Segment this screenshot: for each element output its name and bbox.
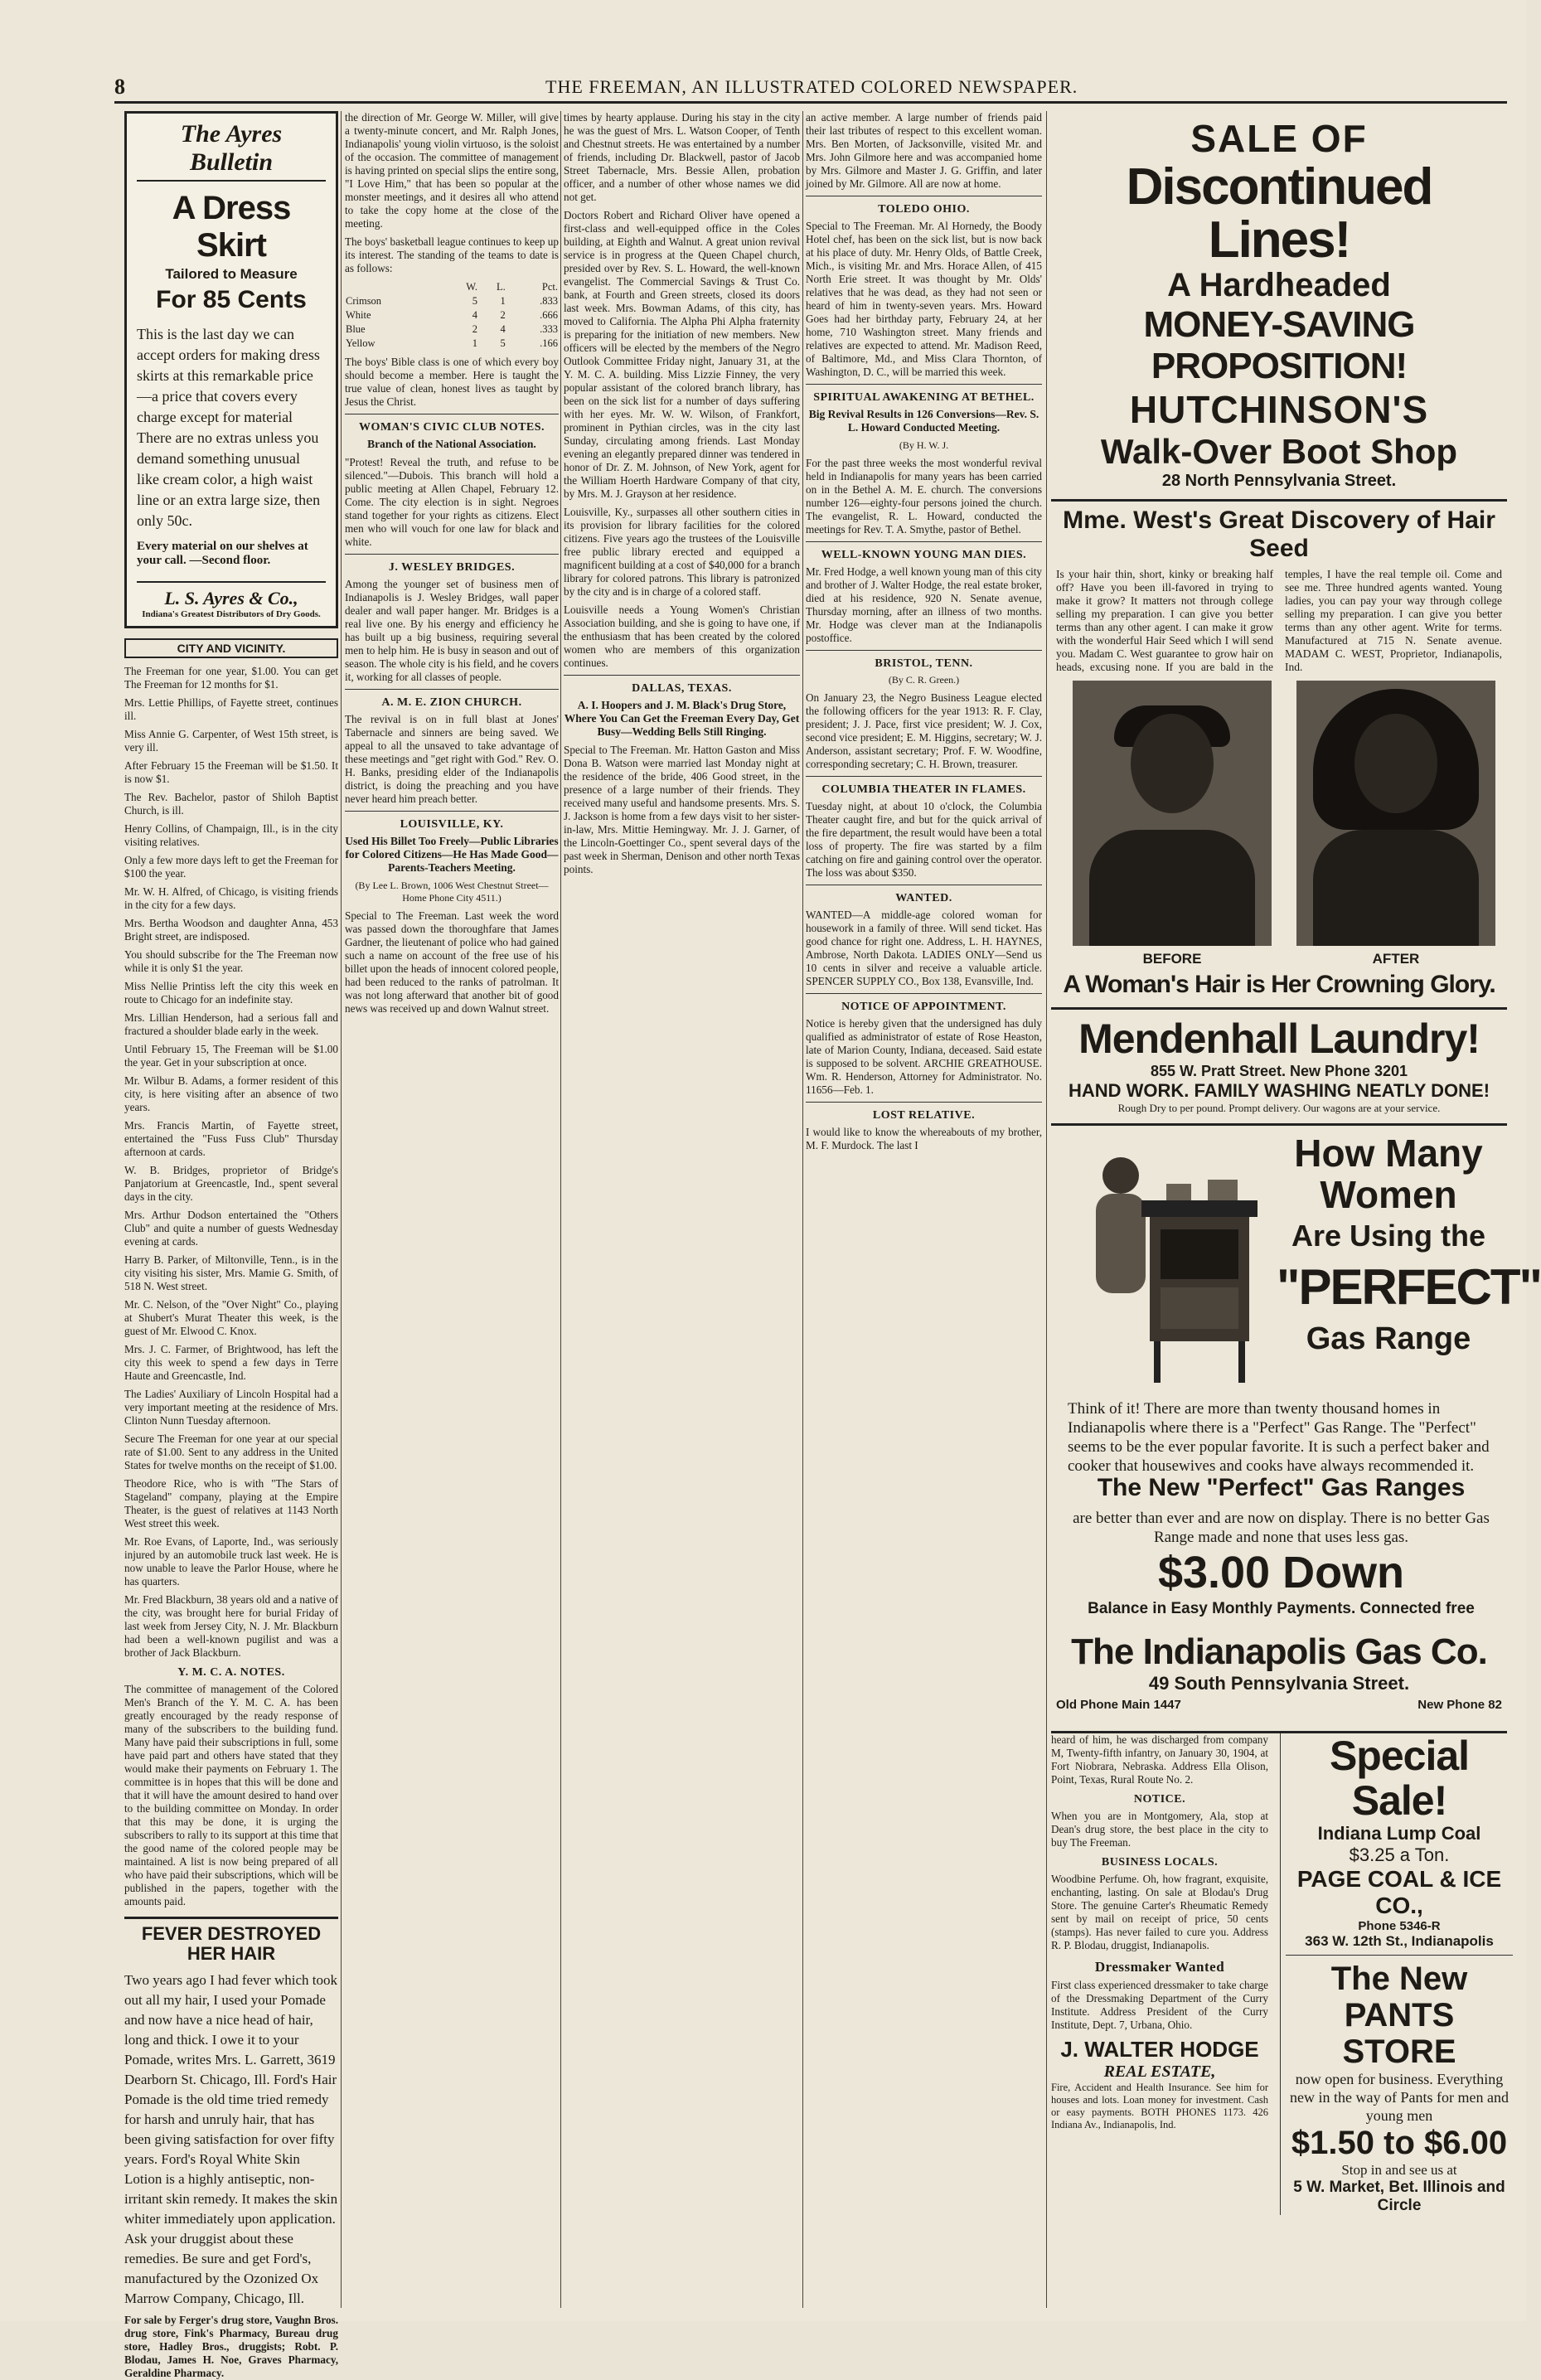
business-locals-body: Woodbine Perfume. Oh, how fragrant, exquisite, enchanting, lasting. On sale at Blodau's Drug Store. The genuine Carter's Rheumatic Remedy sent by mail on receipt of price, 50 cents (stamps). Has never failed to cure you. Address R. P. Blodau, druggist, Indianapolis.: [1051, 1873, 1268, 1951]
city-item: Only a few more days left to get the Freeman for $100 the year.: [124, 854, 338, 880]
louisville-byline: (By Lee L. Brown, 1006 West Chestnut Street—Home Phone City 4511.): [355, 880, 549, 904]
city-item: Miss Annie G. Carpenter, of West 15th street, is very ill.: [124, 728, 338, 754]
young-man-heading: WELL-KNOWN YOUNG MAN DIES.: [821, 549, 1027, 561]
standings-name: Yellow: [346, 337, 376, 349]
civic-club-heading: WOMAN'S CIVIC CLUB NOTES.: [358, 421, 545, 434]
bethel-heading: SPIRITUAL AWAKENING AT BETHEL.: [813, 391, 1035, 404]
column-1: [124, 111, 338, 2379]
divider: [806, 993, 1042, 994]
fever-dealers: For sale by Ferger's drug store, Vaughn Bros. drug store, Fink's Pharmacy, Bureau drug store, Hadley Bros., druggists; Robt. P. Blodau, James H. Noe, Graves Pharmacy, Geraldine Pharmacy.: [124, 2314, 338, 2379]
sale-line-2: Discontinued Lines!: [1126, 158, 1432, 269]
hodge-real-estate: REAL ESTATE,: [1103, 2063, 1216, 2081]
ayres-tagline: Indiana's Greatest Distributors of Dry Goods.: [142, 609, 321, 619]
city-item: Theodore Rice, who is with "The Stars of Stageland" company, playing at the Empire Theater, is the guest of relatives at 1143 North West street this week.: [124, 1477, 338, 1529]
ayres-ad: [124, 111, 338, 628]
special-phone: Phone 5346-R: [1358, 1919, 1441, 1933]
after-photo: [1296, 681, 1495, 946]
ayres-bulletin-title: The Ayres Bulletin: [137, 120, 326, 182]
laundry-address: 855 W. Pratt Street. New Phone 3201: [1150, 1063, 1408, 1079]
gas-company: The Indianapolis Gas Co.: [1071, 1631, 1487, 1672]
standings-pct: .166: [540, 337, 558, 349]
header-won: W.: [466, 281, 478, 293]
standings-name: White: [346, 309, 371, 321]
standings-w: 4: [472, 309, 478, 321]
coal-and-pants-ads: [1280, 1733, 1513, 2215]
bridges-body: Among the younger set of business men of Indianapolis is J. Wesley Bridges, wall paper dealer and wall paper hanger. Mr. Bridges is a real live one. By his energy and efficiency he has built up a big business, requiring several men to help him. He is busy in season and out of season. The whole city is his field, and he covers it, working for all classes of people.: [345, 578, 559, 683]
before-label: BEFORE: [1142, 951, 1202, 967]
pants-store-stop: Stop in and see us at: [1341, 2162, 1457, 2178]
col3-intro: times by hearty applause. During his stay in the city he was the guest of Mrs. L. Watson Cooper, of Tenth and Chestnut streets. He was entertained by a number of friends, including Dr. Blackwell, pastor of Jacob Street Tabernacle, Mrs. Bessie Allen, probation officer, and a number of other whose names we did not get.: [564, 111, 800, 203]
bethel-byline: (By H. W. J.: [899, 439, 949, 451]
standings-pct: .333: [540, 323, 558, 335]
library-text: Louisville, Ky., surpasses all other southern cities in its provision for library facilities for the colored citizens. Five years ago the trustees of the Louisville free public library erected and equipped a magnificent building at a cost of $40,000 for a branch library for colored patrons. This library is patronized by the city and is in charge of a colored staff.: [564, 506, 800, 598]
city-item: Mrs. Arthur Dodson entertained the "Others Club" and quite a number of guests Wednesday evening at cards.: [124, 1209, 338, 1248]
city-item: Mrs. Lettie Phillips, of Fayette street, continues ill.: [124, 696, 338, 722]
divider: [806, 650, 1042, 651]
city-item: W. B. Bridges, proprietor of Bridge's Panjatorium at Greencastle, Ind., spent several days in the city.: [124, 1164, 338, 1203]
city-item: Henry Collins, of Champaign, Ill., is in the city visiting relatives.: [124, 822, 338, 848]
sale-line-6: Walk-Over Boot Shop: [1100, 432, 1458, 471]
hair-seed-title: Mme. West's Great Discovery of Hair Seed: [1063, 507, 1495, 562]
toledo-body: Special to The Freeman. Mr. Al Hornedy, the Boody Hotel chef, has been on the sick list, but is now back at his place of duty. Mr. Henry Olds, of Battle Creek, Mich., is visiting Mr. and Mrs. Horace Allen, of 415 North Erie street. It was thought by Mr. Olds' relatives that he was dead, as they had not seen or heard of him in twenty-seven years. Mrs. Howard Goes had her birthday party, February 24, at her home, 710 Washington street. Many friends and relatives are expected to attend. Mr. Madison Reed, of Baltimore, Md., and Miss Clara Thornton, of Washington, D. C., will be married this week.: [806, 220, 1042, 378]
appointment-heading: NOTICE OF APPOINTMENT.: [841, 1001, 1006, 1013]
bridges-heading: J. WESLEY BRIDGES.: [388, 561, 516, 574]
ayres-note: Every material on our shelves at your call. —Second floor.: [137, 540, 308, 567]
standings-row: [345, 308, 559, 322]
dallas-heading: DALLAS, TEXAS.: [632, 682, 732, 695]
bethel-subhead: Big Revival Results in 126 Conversions—Rev. S. L. Howard Conducted Meeting.: [808, 408, 1039, 434]
standings-row: [345, 322, 559, 337]
city-item: Mrs. J. C. Farmer, of Brightwood, has left the city this week to spend a few days in Terre Haute and Greencastle, Ind.: [124, 1343, 338, 1382]
bottom-left-notices: [1051, 1733, 1268, 2136]
city-item: You should subscribe for the The Freeman now while it is only $1 the year.: [124, 948, 338, 974]
city-item: Mr. C. Nelson, of the "Over Night" Co., playing at Shubert's Murat Theater this week, is the guest of Mr. Elwood C. Knox.: [124, 1298, 338, 1337]
wanted-heading: WANTED.: [895, 892, 952, 904]
bethel-body: For the past three weeks the most wonderful revival held in Indianapolis for many years has been carried on in the Bethel A. M. E. church. The conversions number 126—eighty-four persons joined the church. The evangelist, R. L. Howard, conducted the meetings for Rev. T. A. Smythe, pastor of Bethel.: [806, 457, 1042, 536]
business-locals-heading: BUSINESS LOCALS.: [1101, 1856, 1219, 1869]
theater-heading: COLUMBIA THEATER IN FLAMES.: [821, 783, 1026, 796]
standings-w: 2: [472, 323, 478, 335]
standings-l: 2: [500, 309, 506, 321]
hair-seed-ad: [1051, 502, 1507, 1010]
gas-balance: Balance in Easy Monthly Payments. Connected free: [1088, 1600, 1475, 1617]
basketball-text: The boys' basketball league continues to keep up its interest. The standing of the teams to date is as follows:: [345, 235, 559, 274]
notice-heading: NOTICE.: [1133, 1793, 1186, 1806]
gas-more-text: are better than ever and are now on display. There is no better Gas Range made and none that uses less gas.: [1073, 1510, 1490, 1546]
column-2: [345, 111, 559, 2308]
special-sale-title: Special Sale!: [1329, 1733, 1470, 1824]
louisville-heading: LOUISVILLE, KY.: [400, 818, 504, 831]
col4-intro: an active member. A large number of friends paid their last tributes of respect to this excellent woman. Mrs. Ben Morten, of Jacksonville, visited Mr. and Mrs. John Gilmore here and was accompanied home by Mrs. Gilmore and Master J. G. Griffin, and later joined by Mr. Gilmore. All are now at home.: [806, 111, 1042, 190]
crowning-glory-slogan: A Woman's Hair is Her Crowning Glory.: [1063, 971, 1495, 998]
ayres-body: This is the last day we can accept orders for making dress skirts at this remarkable price—a price that covers every charge except for material There are no extras unless you demand something unusual like cream color, a high waist line or an extra large size, then only 50c.: [137, 326, 321, 529]
lost-relative-heading: LOST RELATIVE.: [872, 1109, 976, 1122]
sale-line-3: A Hardheaded: [1167, 267, 1391, 303]
civic-club-subhead: Branch of the National Association.: [367, 438, 536, 450]
standings-header: [345, 280, 559, 294]
city-item: Harry B. Parker, of Miltonville, Tenn., is in the city visiting his sister, Mrs. Mamie G. Smith, of 518 N. West street.: [124, 1253, 338, 1292]
pants-store-body: now open for business. Everything new in the way of Pants for men and young men: [1290, 2071, 1509, 2124]
city-item: Mr. Fred Blackburn, 38 years old and a native of the city, was brought here for burial Friday of last week from Jersey City, N. J. Mr. Blackburn had been a well-known pugilist and was a brother of Jack Blackburn.: [124, 1593, 338, 1659]
standings-l: 1: [500, 295, 506, 307]
bristol-heading: BRISTOL, TENN.: [875, 657, 973, 670]
special-price: $3.25 a Ton.: [1349, 1844, 1450, 1865]
newspaper-title: THE FREEMAN, AN ILLUSTRATED COLORED NEWSPAPER.: [545, 76, 1078, 97]
standings-w: 1: [472, 337, 478, 349]
divider: [345, 811, 559, 812]
special-coal: Indiana Lump Coal: [1317, 1823, 1481, 1844]
divider: [806, 1102, 1042, 1103]
before-after-photos: [1056, 681, 1502, 971]
pants-store-price: $1.50 to $6.00: [1291, 2125, 1508, 2161]
standings-l: 5: [500, 337, 506, 349]
bible-class-text: The boys' Bible class is one of which every boy should become a member. Here is taught the true value of clean, honest lives as taught by Jesus the Christ.: [345, 356, 559, 408]
city-item: After February 15 the Freeman will be $1.50. It is now $1.: [124, 759, 338, 785]
ymca-body: The committee of management of the Colored Men's Branch of the Y. M. C. A. has been greatly encouraged by the ready response of many of the subscribers to the building fund. Many have paid their subscriptions in full, some have paid part and others have stated that they would make their payments on February 1. The committee is in hopes that this will be done and that it will have the amount desired to hand over to the building committee on Monday. In order that this may be done, it is urging the subscribers to rally to its support at this time that the good name of the colored people may be maintained. A list is now being prepared of all who have paid their subscriptions, which will be published in the papers, together with the amounts paid.: [124, 1683, 338, 1907]
city-item: Mr. Wilbur B. Adams, a former resident of this city, is here visiting after an absence of two years.: [124, 1074, 338, 1113]
louisville-body: Special to The Freeman. Last week the word was passed down the thoroughfare that James Gardner, the lieutenant of police who had gained such a name on account of the free use of his billet upon the heads of innocent colored people, had been reduced to the ranks of patrolman. It was not long afterward that another bit of good news was received up and down Walnut street.: [345, 909, 559, 1015]
divider: [345, 689, 559, 690]
young-man-body: Mr. Fred Hodge, a well known young man of this city and brother of J. Walter Hodge, the real estate broker, died at his residence, 920 N. Senate avenue, Thursday morning, after an illness of two months. Mr. Hodge was clever man at the Indianapolis postoffice.: [806, 565, 1042, 644]
wanted-body: WANTED—A middle-age colored woman for housework in a family of three. Will send ticket. Has good chance for right one. Address, L. H. HAYNES, Ambrose, North Dakota. LADIES ONLY—Send us 10 cents in silver and receive a valuable article. SPENCER SUPPLY CO., Box 138, Evansville, Ind.: [806, 909, 1042, 987]
city-item: Mrs. Bertha Woodson and daughter Anna, 453 Bright street, are indisposed.: [124, 917, 338, 943]
col3-news: Doctors Robert and Richard Oliver have opened a first-class and well-equipped office in the Coles building, at Eighth and Walnut. A great union revival service is in progress at the Queen Chapel church, presided over by Rev. S. L. Howard, the well-known evangelist. The Commercial Savings & Trust Co. bank, at Fourth and Green streets, closed its doors last week. Mrs. Bowman Adams, of this city, has moved to California. The Alpha Phi Alpha fraternity is preparing for the initiation of new members. New officers will be elected by the members of the Negro Outlook Committee Friday night, January 31, at the Y. M. C. A. building. Miss Lizzie Finney, the very popular assistant of the colored branch library, has been on the sick list for a number of days suffering with her eyes. Mr. W. W. Wilson, of Frankfort, prominent in Pythian circles, was in the city last Sunday, circulating among friends. Last Monday evening an elegantly prepared dinner was tendered in honor of Dr. Z. M. Johnson, of New York, agent for the William Hoerth Hardware Company of that city, by Mrs. M. J. Grayson at her residence.: [564, 209, 800, 500]
ayres-headline: A Dress Skirt: [172, 190, 291, 264]
notice-body: When you are in Montgomery, Ala, stop at Dean's drug store, the best place in the city to buy The Freeman.: [1051, 1810, 1268, 1849]
ayres-tailored: Tailored to Measure: [165, 266, 298, 282]
column-rule: [802, 111, 803, 2308]
city-item: Miss Nellie Printiss left the city this week en route to Chicago for an indefinite stay.: [124, 980, 338, 1006]
ywca-text: Louisville needs a Young Women's Christian Association building, and she is going to have one, if the enthusiasm that has been created by the colored women who are members of this organization continues.: [564, 603, 800, 669]
after-label: AFTER: [1372, 951, 1420, 967]
standings-row: [345, 337, 559, 351]
gas-headline-4: Gas Range: [1306, 1321, 1471, 1356]
civic-club-body: "Protest! Reveal the truth, and refuse to be silenced."—Dubois. This branch will hold a public meeting at Allen Chapel, February 12. Come. The city election is in sight. Negroes stand together for your rights as citizens. Elect men who will vouch for one law for black and white.: [345, 456, 559, 548]
concert-text: the direction of Mr. George W. Miller, will give a twenty-minute concert, and Mr. Ralph Jones, Indianapolis' young violin virtuoso, is the soloist of the occasion. The committee of management is having printed on special slips the entire song, "I Love Him," that has been so popular at the monster meetings, and it desires all who attend to take the copy home at the close of the meeting.: [345, 111, 559, 230]
gas-headline-2: Are Using the: [1291, 1219, 1486, 1253]
masthead: [114, 73, 1507, 104]
laundry-subline: Rough Dry to per pound. Prompt delivery. Our wagons are at your service.: [1117, 1102, 1441, 1114]
sale-line-1: SALE OF: [1190, 117, 1368, 160]
toledo-heading: TOLEDO OHIO.: [878, 203, 970, 216]
city-item: Mr. W. H. Alfred, of Chicago, is visiting friends in the city for a few days.: [124, 885, 338, 911]
divider: [1286, 1955, 1513, 1956]
sale-line-4: MONEY-SAVING PROPOSITION!: [1143, 304, 1415, 386]
gas-new-phone: New Phone 82: [1417, 1698, 1502, 1712]
pants-store-address: 5 W. Market, Bet. Illinois and Circle: [1293, 2179, 1505, 2214]
bristol-body: On January 23, the Negro Business League elected the following officers for the year 1913: R. F. Clay, president; J. J. Pace, first vice president; W. J. Cox, second vice president; E. M. Higgins, secretary; W. J. Anderson, assistant secretary; Prof. F. W. Woodfine, corresponding secretary; C. H. Brown, treasurer.: [806, 691, 1042, 770]
dallas-subhead: A. I. Hoopers and J. M. Black's Drug Store, Where You Can Get the Freeman Every Day, Get Busy—Wedding Bells Still Ringing.: [564, 699, 800, 738]
header-lost: L.: [497, 281, 506, 293]
sale-line-5: HUTCHINSON'S: [1129, 388, 1429, 431]
city-item: Mrs. Lillian Henderson, had a serious fall and fractured a shoulder blade early in the week.: [124, 1011, 338, 1037]
fever-ad-body: Two years ago I had fever which took out all my hair, I used your Pomade and now have a nice head of hair, long and thick. I owe it to your Pomade, writes Mrs. L. Garrett, 3619 Dearborn St. Chicago, Ill. Ford's Hair Pomade is the old time tried remedy for harsh and unruly hair, that has been giving satisfaction for over fifty years. Ford's Royal White Skin Lotion is a highly antiseptic, non-irritant skin remedy. It makes the skin whiter immediately upon application. Ask your druggist about these remedies. Be sure and get Ford's, manufactured by the Ozonized Ox Marrow Company, Chicago, Ill.: [124, 1972, 338, 2306]
city-item: Until February 15, The Freeman will be $1.00 the year. Get in your subscription at once.: [124, 1043, 338, 1069]
gas-price: $3.00 Down: [1157, 1548, 1405, 1597]
pants-store-title: The New PANTS STORE: [1330, 1961, 1468, 2070]
dressmaker-body: First class experienced dressmaker to take charge of the Dressmaking Department of the Curry Institute. Address President of the Curry Institute, Dept. 7, Urbana, Ohio.: [1051, 1979, 1268, 2031]
louisville-subhead: Used His Billet Too Freely—Public Libraries for Colored Citizens—He Has Made Good—Parents-Teachers Meeting.: [345, 835, 559, 874]
divider: [806, 541, 1042, 542]
gas-new-ranges: The New "Perfect" Gas Ranges: [1097, 1474, 1466, 1501]
gas-headline-1: How Many Women: [1294, 1132, 1483, 1216]
gas-stove-illustration: [1063, 1142, 1270, 1391]
sale-line-7: 28 North Pennsylvania Street.: [1161, 472, 1397, 490]
laundry-title: Mendenhall Laundry!: [1078, 1015, 1480, 1062]
laundry-hand-work: HAND WORK. FAMILY WASHING NEATLY DONE!: [1068, 1080, 1490, 1101]
city-item: Mrs. Francis Martin, of Fayette street, entertained the "Fuss Fuss Club" Thursday afternoon at cards.: [124, 1119, 338, 1158]
dressmaker-heading: Dressmaker Wanted: [1094, 1959, 1225, 1975]
divider: [806, 776, 1042, 777]
zion-heading: A. M. E. ZION CHURCH.: [381, 696, 522, 709]
special-address: 363 W. 12th St., Indianapolis: [1305, 1933, 1494, 1949]
standings-name: Crimson: [346, 295, 382, 307]
zion-body: The revival is on in full blast at Jones' Tabernacle and sinners are being saved. We appeal to all the unsaved to take advantage of these meetings and "get right with God." Rev. O. H. Banks, presiding elder of the Indianapolis district, is doing the preaching and you have never heard him preach better.: [345, 713, 559, 805]
divider: [564, 675, 800, 676]
ayres-company: L. S. Ayres & Co.,: [137, 581, 326, 609]
bottom-ads: [1051, 1733, 1507, 2264]
column-3: [564, 111, 800, 2308]
theater-body: Tuesday night, at about 10 o'clock, the Columbia Theater caught fire, and but for the quick arrival of the fire department, the result would have been a total loss of property. The fire was started by a film catching on fire and gaining control over the operator. The loss was about $350.: [806, 800, 1042, 879]
ymca-heading: Y. M. C. A. NOTES.: [177, 1666, 285, 1679]
page-number: 8: [114, 75, 125, 99]
column-rule: [560, 111, 561, 2308]
gas-body: Think of it! There are more than twenty thousand homes in Indianapolis where there is a "Perfect" Gas Range. The "Perfect" seems to be the ever popular favorite. It is such a perfect baker and cooker that housewives and cooks have always recommended it.: [1068, 1400, 1490, 1475]
standings-name: Blue: [346, 323, 366, 335]
gas-address: 49 South Pennsylvania Street.: [1148, 1673, 1410, 1694]
hodge-name: J. WALTER HODGE: [1060, 2037, 1259, 2062]
before-photo: [1073, 681, 1272, 946]
special-company: PAGE COAL & ICE CO.,: [1296, 1866, 1502, 1918]
lost-relative-continued: heard of him, he was discharged from company M, Twenty-fifth infantry, on January 30, 1904, at Fort Niobrara, Nebraska. Address Ella Olison, Point, Texas, Rural Route No. 2.: [1051, 1733, 1268, 1786]
standings-l: 4: [500, 323, 506, 335]
city-item: Mr. Roe Evans, of Laporte, Ind., was seriously injured by an automobile truck last week. He is now unable to leave the Parlor House, where he has quarters.: [124, 1535, 338, 1587]
hodge-body: Fire, Accident and Health Insurance. See him for houses and lots. Loan money for investment. Cash or easy payments. BOTH PHONES 1173. 426 Indiana Av., Indianapolis, Ind.: [1051, 2082, 1268, 2130]
standings-pct: .833: [540, 295, 558, 307]
basketball-standings-table: [345, 280, 559, 351]
gas-headline-3: "PERFECT": [1277, 1259, 1541, 1315]
header-pct: Pct.: [541, 281, 558, 293]
standings-row: [345, 294, 559, 308]
column-5-ads: [1051, 111, 1541, 2308]
city-item: The Freeman for one year, $1.00. You can get The Freeman for 12 months for $1.: [124, 665, 338, 691]
hair-seed-body: Is your hair thin, short, kinky or breaking half off? Have you been ill-favored in trying to make it grow? It matters not through college selling my preparation. I can give you better terms than any other agent. I can make it grow with the wonderful Hair Seed which I will send you. Madam C. West guarantee to grow hair on heads, excusing none. If you are bald in the temples, I have the real temple oil. Come and see me. Three hundred agents wanted. Young ladies, you can pay your way through college selling my preparation. I can give you better terms than any other agent. Write for terms. Manufactured at 715 N. Senate avenue. MADAM C. WEST, Proprietor, Indianapolis, Ind.: [1056, 568, 1502, 673]
standings-pct: .666: [540, 309, 558, 321]
city-item: The Ladies' Auxiliary of Lincoln Hospital had a very important meeting at the residence of Mrs. Clinton Nunn Tuesday afternoon.: [124, 1388, 338, 1427]
bristol-byline: (By C. R. Green.): [888, 674, 960, 686]
gas-range-ad: [1051, 1126, 1541, 1733]
column-4: [806, 111, 1042, 2308]
gas-old-phone: Old Phone Main 1447: [1056, 1698, 1181, 1712]
ayres-price: For 85 Cents: [156, 286, 307, 313]
city-items: [124, 665, 338, 1660]
divider: [345, 554, 559, 555]
fever-ad-title: FEVER DESTROYED HER HAIR: [124, 1917, 338, 1964]
lost-relative-body: I would like to know the whereabouts of my brother, M. F. Murdock. The last I: [806, 1126, 1042, 1151]
laundry-ad: [1051, 1010, 1507, 1126]
column-rule: [1046, 111, 1047, 2308]
city-and-vicinity-heading: CITY AND VICINITY.: [124, 638, 338, 658]
standings-w: 5: [472, 295, 478, 307]
dallas-body: Special to The Freeman. Mr. Hatton Gaston and Miss Dona B. Watson were married last Monday night at the residence of the bride, 406 Good street, in the presence of a large number of their friends. They received many useful and handsome presents. Mrs. S. J. Jackson is home from a few days visit to her sister-in-law, Mrs. Mittie Hemingway. Mr. J. J. Garner, of the Lincoln-Goettinger Co., spent several days of the past week in Sherman, Denison and other north Texas points.: [564, 744, 800, 875]
appointment-body: Notice is hereby given that the undersigned has duly qualified as administrator of estate of Rose Heaston, late of Marion County, Indiana, deceased. Said estate is supposed to be solvent. ARCHIE GREATHOUSE. Wm. R. Henderson, Attorney for Administrator. No. 11656—Feb. 1.: [806, 1017, 1042, 1096]
city-item: Secure The Freeman for one year at our special rate of $1.00. Sent to any address in the United States for twelve months on the receipt of $1.00.: [124, 1432, 338, 1471]
divider: [806, 384, 1042, 385]
city-item: The Rev. Bachelor, pastor of Shiloh Baptist Church, is ill.: [124, 791, 338, 817]
column-rule: [341, 111, 342, 2308]
walkover-sale-ad: [1051, 111, 1507, 502]
